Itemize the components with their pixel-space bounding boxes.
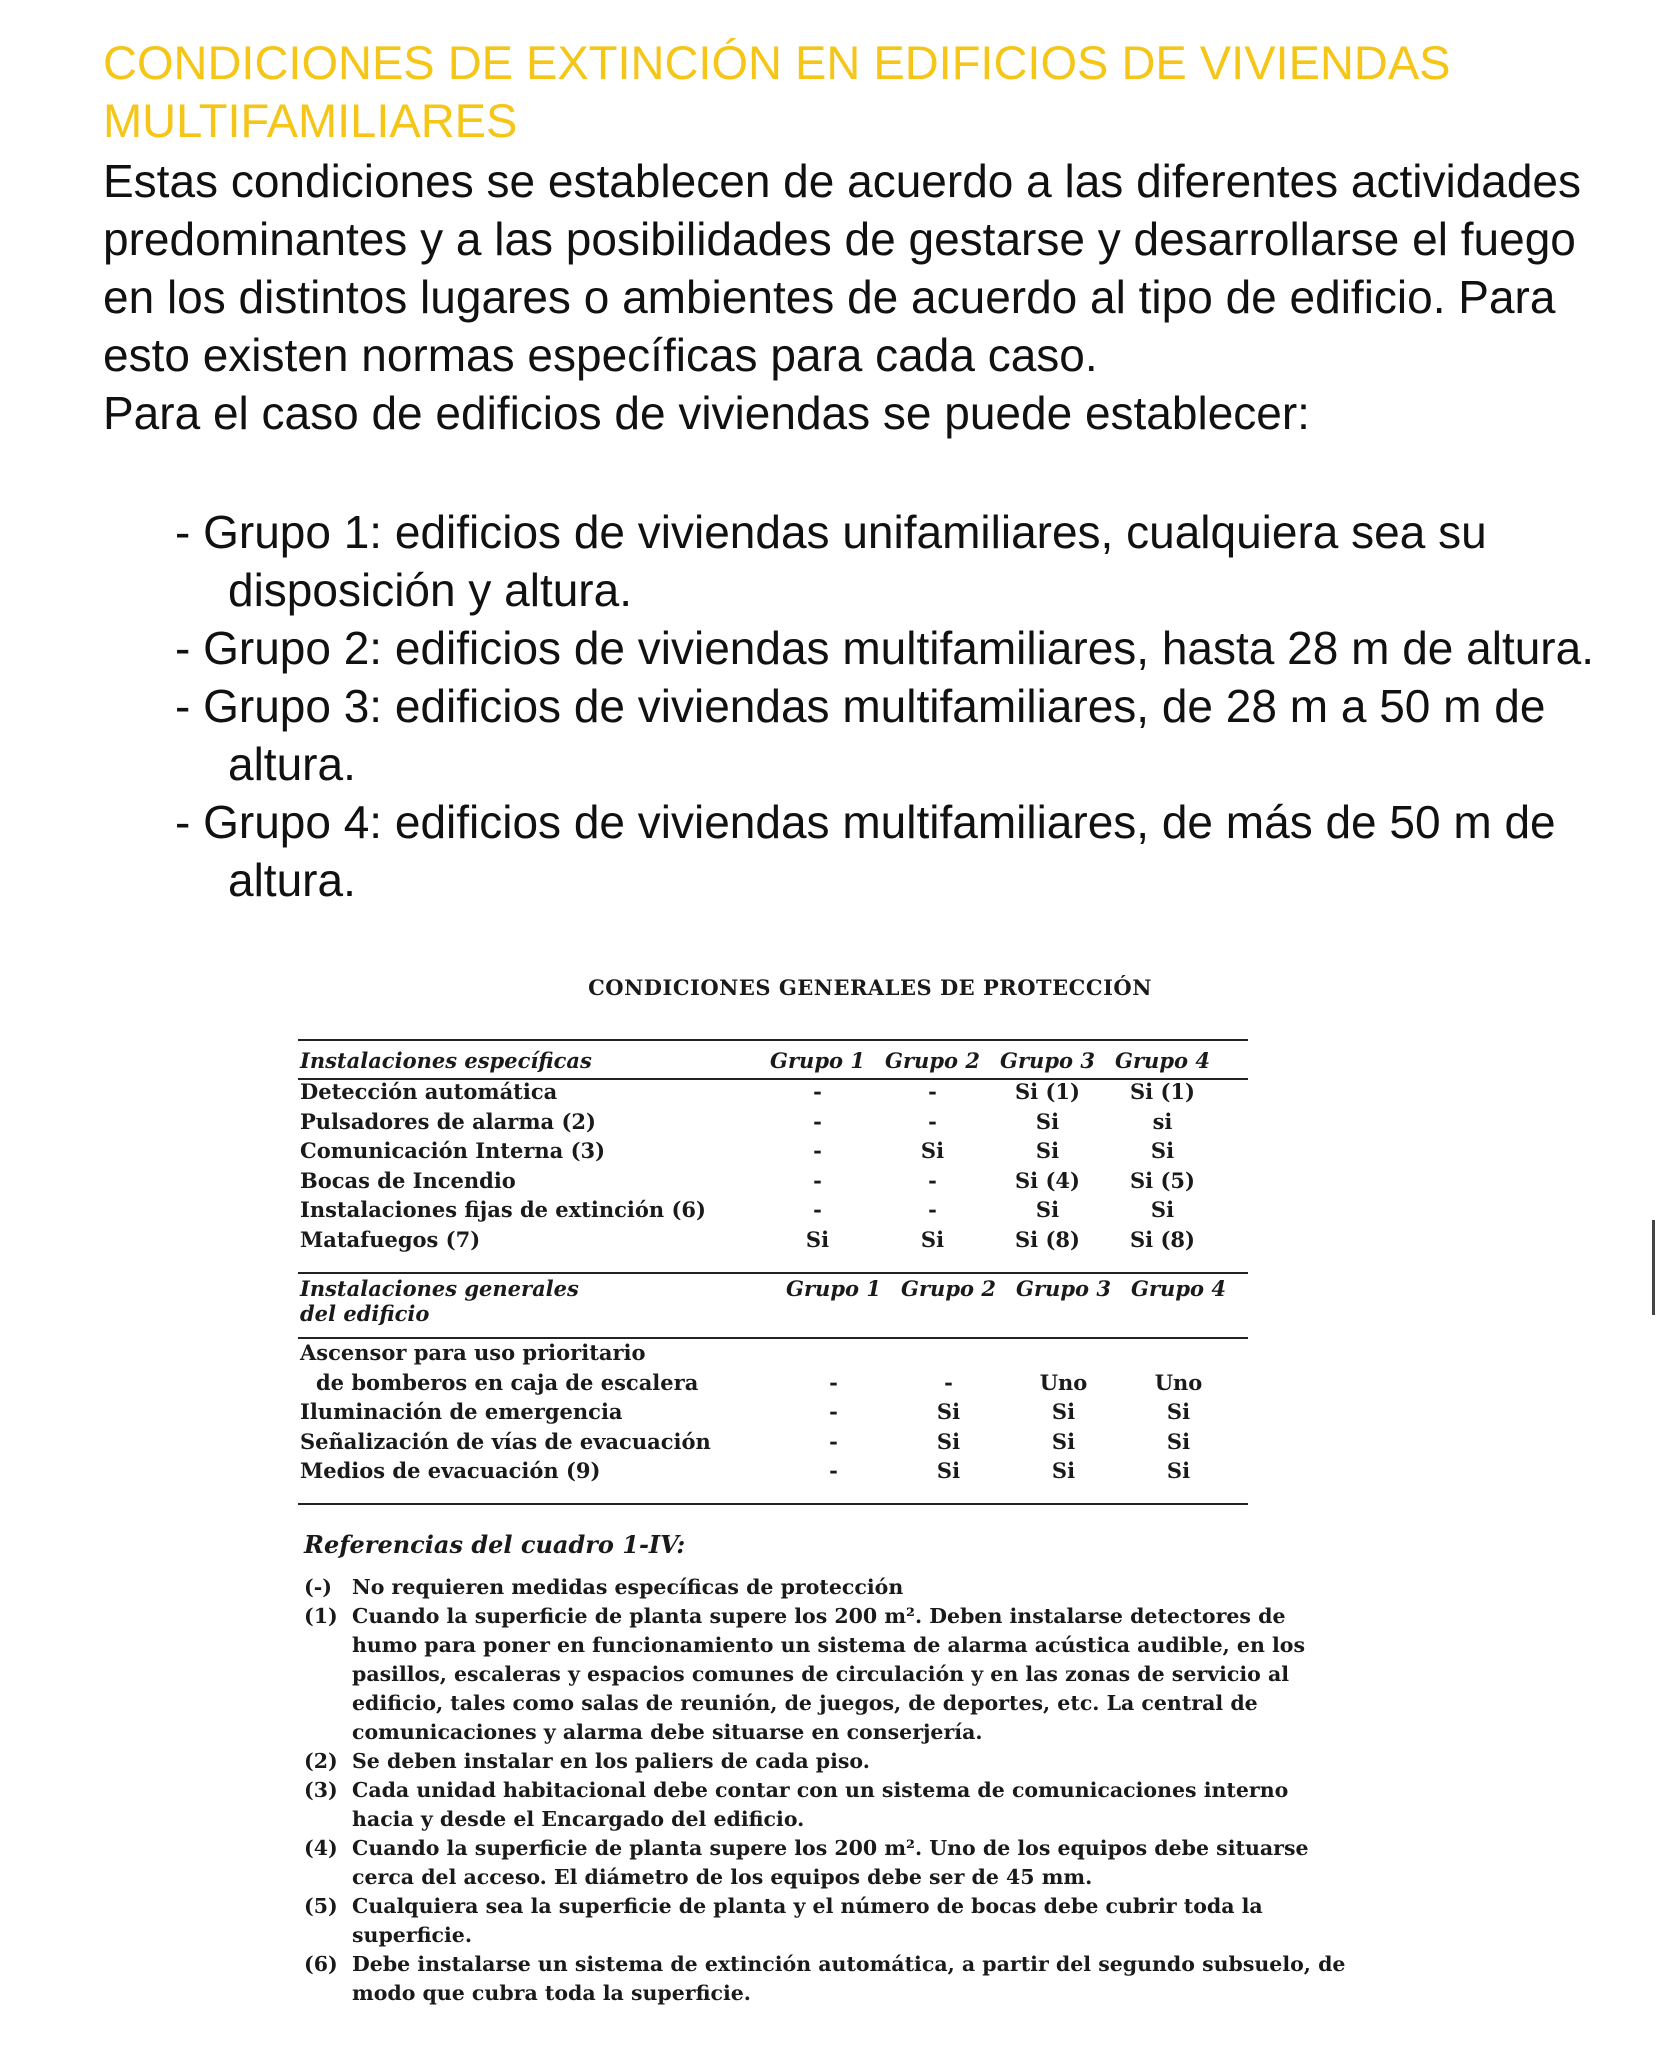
table-cell: Si (1) bbox=[1130, 1079, 1195, 1105]
intro-paragraph: Estas condiciones se establecen de acuerdo a las diferentes actividades predominantes y a las posibilidades de gestarse y desarrollarse el fuego en los distintos lugares o ambientes de acuerdo al tipo de edificio. Para esto existen normas específicas para cada caso. bbox=[103, 155, 1582, 381]
table-cell: Si (5) bbox=[1130, 1167, 1195, 1193]
table-cell: - bbox=[928, 1167, 937, 1193]
table-header-row bbox=[300, 1276, 1236, 1338]
reference-text: Cuando la superficie de planta supere los 200 m². Uno de los equipos debe situarse cerca del acceso. El diámetro de los equipos debe ser de 45 mm. bbox=[352, 1836, 1309, 1889]
table-row bbox=[300, 1368, 1236, 1398]
table-cell: - bbox=[813, 1138, 822, 1164]
row-label: Instalaciones fijas de extinción (6) bbox=[300, 1197, 706, 1223]
table-cell: - bbox=[829, 1399, 838, 1425]
column-header: Grupo 4 bbox=[1131, 1276, 1226, 1301]
reference-text: Cada unidad habitacional debe contar con un sistema de comunicaciones interno hacia y desde el Encargado del edificio. bbox=[352, 1778, 1289, 1831]
table-rule bbox=[298, 1039, 1248, 1041]
page-edge-mark bbox=[1652, 1220, 1655, 1315]
table-cell: - bbox=[813, 1108, 822, 1134]
scanned-protection-table bbox=[290, 975, 1370, 2065]
reference-item bbox=[304, 1747, 1354, 1776]
reference-text: Debe instalarse un sistema de extinción automática, a partir del segundo subsuelo, de modo que cubra toda la superficie. bbox=[352, 1952, 1346, 2005]
row-label: Pulsadores de alarma (2) bbox=[300, 1108, 596, 1134]
header-line: del edificio bbox=[300, 1301, 430, 1326]
table-cell: Si bbox=[1051, 1428, 1076, 1454]
row-label: Medios de evacuación (9) bbox=[300, 1458, 601, 1484]
table-rule bbox=[298, 1272, 1248, 1274]
table-row bbox=[300, 1136, 1220, 1166]
table-cell: Si bbox=[920, 1138, 945, 1164]
table-cell: Si bbox=[936, 1428, 961, 1454]
column-header: Grupo 2 bbox=[885, 1047, 980, 1073]
reference-item bbox=[304, 1892, 1354, 1950]
table-cell: Si bbox=[1051, 1458, 1076, 1484]
table-row bbox=[300, 1166, 1220, 1196]
reference-key: (4) bbox=[304, 1836, 338, 1860]
table-cell: Si (8) bbox=[1130, 1226, 1195, 1252]
table-cell: Si bbox=[1035, 1138, 1060, 1164]
table-cell: Si (4) bbox=[1015, 1167, 1080, 1193]
table-cell: - bbox=[928, 1108, 937, 1134]
table-row bbox=[300, 1107, 1220, 1137]
column-header: Grupo 1 bbox=[770, 1047, 865, 1073]
table-header-row bbox=[300, 1043, 1220, 1077]
table-cell: Si bbox=[805, 1226, 830, 1252]
intro-text bbox=[103, 152, 1603, 442]
table-cell: Si bbox=[920, 1226, 945, 1252]
table-cell: Si (1) bbox=[1015, 1079, 1080, 1105]
column-header: Grupo 3 bbox=[1000, 1047, 1095, 1073]
table-title: CONDICIONES GENERALES DE PROTECCIÓN bbox=[588, 975, 1152, 1000]
group-item: - Grupo 2: edificios de viviendas multifamiliares, hasta 28 m de altura. bbox=[175, 622, 1594, 674]
table-cell: - bbox=[813, 1197, 822, 1223]
column-header: Instalaciones específicas bbox=[300, 1047, 592, 1073]
table-row bbox=[300, 1427, 1236, 1457]
table-cell: Si bbox=[936, 1399, 961, 1425]
table-row bbox=[300, 1225, 1220, 1255]
reference-item bbox=[304, 1573, 1354, 1602]
reference-text: No requieren medidas específicas de protección bbox=[352, 1575, 904, 1599]
column-header: Grupo 1 bbox=[786, 1276, 881, 1301]
reference-key: (1) bbox=[304, 1604, 338, 1628]
table-cell: Si bbox=[1166, 1428, 1191, 1454]
table-cell: Si bbox=[936, 1458, 961, 1484]
row-label: Ascensor para uso prioritario bbox=[300, 1340, 646, 1366]
column-header: Grupo 3 bbox=[1016, 1276, 1111, 1301]
reference-key: (6) bbox=[304, 1952, 338, 1976]
reference-key: (5) bbox=[304, 1894, 338, 1918]
page-title: CONDICIONES DE EXTINCIÓN EN EDIFICIOS DE VIVIENDAS MULTIFAMILIARES bbox=[103, 36, 1451, 147]
row-label: Bocas de Incendio bbox=[300, 1167, 516, 1193]
table-cell: Si bbox=[1035, 1197, 1060, 1223]
row-label: Señalización de vías de evacuación bbox=[300, 1428, 711, 1454]
table-row bbox=[300, 1077, 1220, 1107]
row-label: Detección automática bbox=[300, 1079, 558, 1105]
references-title: Referencias del cuadro 1-IV: bbox=[304, 1530, 686, 1559]
table-cell: - bbox=[813, 1079, 822, 1105]
intro-lead: Para el caso de edificios de viviendas se puede establecer: bbox=[103, 387, 1310, 439]
table-row bbox=[300, 1397, 1236, 1427]
table-cell: Uno bbox=[1039, 1369, 1088, 1395]
table-cell: Si bbox=[1166, 1399, 1191, 1425]
group-list bbox=[175, 503, 1595, 909]
row-label: Comunicación Interna (3) bbox=[300, 1138, 606, 1164]
column-header bbox=[300, 1276, 776, 1338]
reference-item bbox=[304, 1950, 1354, 2008]
table-cell: - bbox=[829, 1428, 838, 1454]
table-cell: - bbox=[944, 1369, 953, 1395]
table-cell: Si bbox=[1150, 1197, 1175, 1223]
reference-item bbox=[304, 1602, 1354, 1747]
protection-table-general bbox=[300, 1276, 1236, 1486]
row-label: Matafuegos (7) bbox=[300, 1226, 481, 1252]
row-label: de bomberos en caja de escalera bbox=[316, 1369, 699, 1395]
reference-text: Se deben instalar en los paliers de cada piso. bbox=[352, 1749, 870, 1773]
table-rule bbox=[298, 1503, 1248, 1505]
protection-table-specific bbox=[300, 1043, 1220, 1254]
table-cell: - bbox=[829, 1369, 838, 1395]
group-item: - Grupo 3: edificios de viviendas multifamiliares, de 28 m a 50 m de altura. bbox=[175, 680, 1546, 790]
row-label: Iluminación de emergencia bbox=[300, 1399, 623, 1425]
table-cell: - bbox=[928, 1197, 937, 1223]
table-cell: Si bbox=[1051, 1399, 1076, 1425]
table-cell: Si (8) bbox=[1015, 1226, 1080, 1252]
reference-key: (-) bbox=[304, 1575, 332, 1599]
table-cell: - bbox=[928, 1079, 937, 1105]
column-header: Grupo 4 bbox=[1115, 1047, 1210, 1073]
group-item: - Grupo 1: edificios de viviendas unifamiliares, cualquiera sea su disposición y altura. bbox=[175, 506, 1487, 616]
table-row bbox=[300, 1195, 1220, 1225]
table-cell: Si bbox=[1035, 1108, 1060, 1134]
header-line: Instalaciones generales bbox=[300, 1276, 579, 1301]
references-list bbox=[304, 1573, 1354, 2008]
reference-key: (3) bbox=[304, 1778, 338, 1802]
reference-item bbox=[304, 1776, 1354, 1834]
table-row bbox=[300, 1338, 1236, 1368]
table-cell: - bbox=[829, 1458, 838, 1484]
reference-item bbox=[304, 1834, 1354, 1892]
reference-key: (2) bbox=[304, 1749, 338, 1773]
column-header: Grupo 2 bbox=[901, 1276, 996, 1301]
table-row bbox=[300, 1456, 1236, 1486]
group-item: - Grupo 4: edificios de viviendas multifamiliares, de más de 50 m de altura. bbox=[175, 796, 1556, 906]
reference-text: Cualquiera sea la superficie de planta y el número de bocas debe cubrir toda la superficie. bbox=[352, 1894, 1263, 1947]
table-cell: Uno bbox=[1154, 1369, 1203, 1395]
table-cell: Si bbox=[1150, 1138, 1175, 1164]
table-cell: - bbox=[813, 1167, 822, 1193]
table-cell: Si bbox=[1166, 1458, 1191, 1484]
reference-text: Cuando la superficie de planta supere los 200 m². Deben instalarse detectores de humo para poner en funcionamiento un sistema de alarma acústica audible, en los pasillos, escaleras y espacios comunes de circulación y en las zonas de servicio al edificio, tales como salas de reunión, de juegos, de deportes, etc. La central de comunicaciones y alarma debe situarse en conserjería. bbox=[352, 1604, 1306, 1744]
table-cell: si bbox=[1152, 1108, 1173, 1134]
